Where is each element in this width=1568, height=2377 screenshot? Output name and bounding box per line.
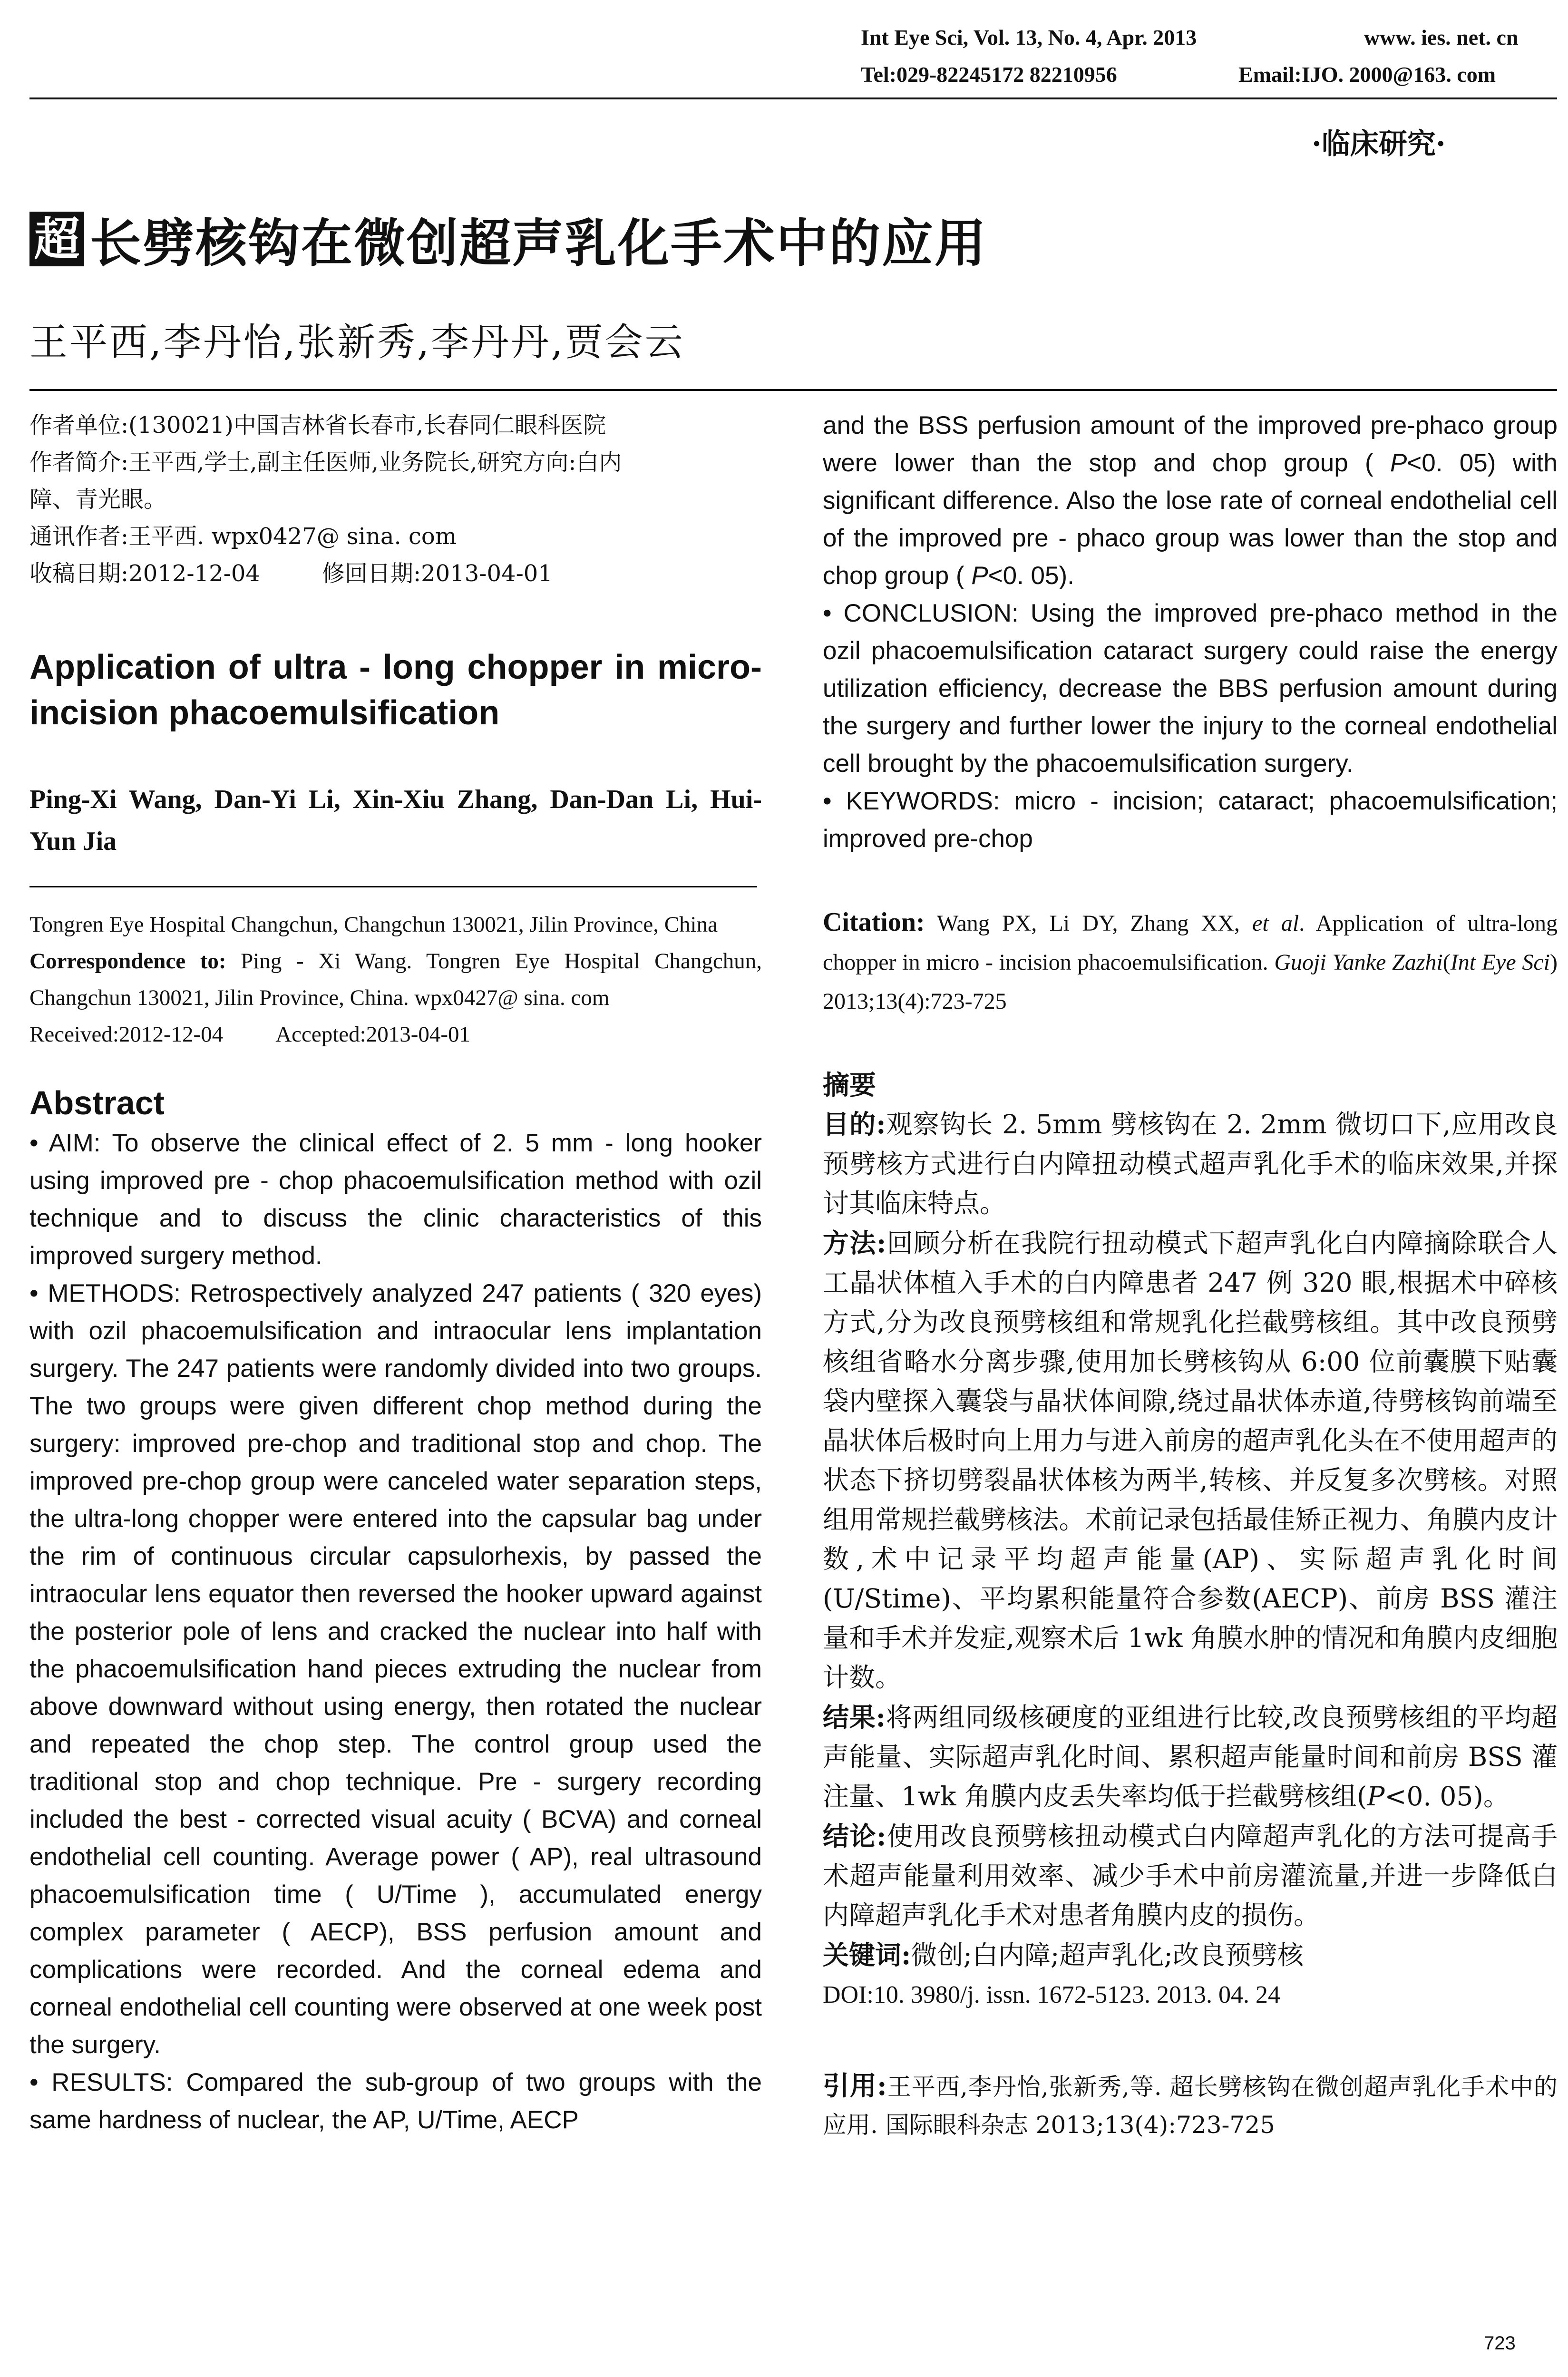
methods-text: Retrospectively analyzed 247 patients ( 320 eyes) with ozil phacoemulsification and intraocular lens implantation surgery. The 247 patients were randomly divided into two groups. The two groups were given different chop method during the surgery: improved pre-chop and traditional stop and chop. The improved pre-chop group were canceled water separation steps, the ultra-long chopper were entered into the capsular bag under the rim of continuous circular capsulorhexis, by passed the intraocular lens equator then reversed the hooker upward against the posterior pole of lens and cracked the nuclear into half with the phacoemulsification hand pieces extruding the nuclear from above downward without using energy, then rotated the nuclear and repeated the chop step. The control group used the traditional stop and chop technique. Pre - surgery recording included the best - corrected visual acuity ( BCVA) and corneal endothelial cell counting. Average power ( AP), real ultrasound phacoemulsification time ( U/Time ), accumulated energy complex parameter ( AECP), BSS perfusion amount and complications were recorded. And the corneal edema and corneal endothelial cell counting were observed at one week post the surgery. (29, 1279, 762, 2059)
cn-results-text-a: 将两组同级核硬度的亚组进行比较,改良预劈核组的平均超声能量、实际超声乳化时间、累积超声能量时间和前房 BSS 灌注量、1wk 角膜内皮丢失率均低于拦截劈核组( (823, 1702, 1558, 1812)
title-rule (29, 389, 1557, 391)
author-info-cn (29, 407, 762, 592)
citation-text-c: ) 2013;13(4):723-725 (823, 950, 1558, 1014)
citation-label: Citation: (823, 907, 925, 937)
received-cn: 收稿日期:2012-12-04 (29, 560, 260, 587)
citation-journal: Guoji Yanke Zazhi (1274, 950, 1443, 975)
keywords-label: • KEYWORDS: (823, 787, 1014, 815)
cn-citation-text: 王平西,李丹怡,张新秀,等. 超长劈核钩在微创超声乳化手术中的应用. 国际眼科杂志 2013;13(4):723-725 (823, 2073, 1558, 2139)
cn-abstract-heading: 摘要 (823, 1070, 876, 1101)
citation-text-b: . Application of ultra-long chopper in micro - incision phacoemulsification. (823, 911, 1558, 975)
correspondence-text: Ping - Xi Wang. Tongren Eye Hospital Changchun, Changchun 130021, Jilin Province, China. wpx0427@ sina. com (29, 949, 762, 1010)
cn-keywords-label: 关键词: (823, 1939, 911, 1970)
left-column (29, 407, 762, 2139)
abstract-results-start (29, 2064, 762, 2139)
results-text-start: Compared the sub-group of two groups with the same hardness of nuclear, the AP, U/Time, AECP (29, 2068, 762, 2134)
cn-methods-text: 回顾分析在我院行扭动模式下超声乳化白内障摘除联合人工晶状体植入手术的白内障患者 247 例 320 眼,根据术中碎核方式,分为改良预劈核组和常规乳化拦截劈核组。其中改良预劈核组省略水分离步骤,使用加长劈核钩从 6:00 位前囊膜下贴囊袋内壁探入囊袋与晶状体间隙,绕过晶状体赤道,待劈核钩前端至晶状体后极时向上用力与进入前房的超声乳化头在不使用超声的状态下挤切劈裂晶状体核为两半,转核、并反复多次劈核。对照组用常规拦截劈核法。术前记录包括最佳矫正视力、角膜内皮计数,术中记录平均超声能量(AP)、实际超声乳化时间(U/Stime)、平均累积能量符合参数(AECP)、前房 BSS 灌注量和手术并发症,观察术后 1wk 角膜水肿的情况和角膜内皮细胞计数。 (823, 1228, 1558, 1693)
journal-email: Email:IJO. 2000@163. com (1238, 62, 1496, 87)
english-dates (29, 1016, 762, 1053)
aim-text: To observe the clinical effect of 2. 5 mm - long hooker using improved pre - chop phacoemulsification method with ozil technique and to discuss the clinic characteristics of this improved surgery method. (29, 1129, 762, 1270)
cn-abstract-conclusion (823, 1816, 1558, 1935)
english-authors: Ping-Xi Wang, Dan-Yi Li, Xin-Xiu Zhang, Dan-Dan Li, Hui-Yun Jia (29, 785, 762, 856)
citation-journal-abbr: Int Eye Sci (1450, 950, 1550, 975)
corresponding-author-cn: 通讯作者:王平西. wpx0427@ sina. com (29, 523, 457, 550)
header-rule (29, 97, 1557, 99)
results-text-c: <0. 05). (988, 562, 1074, 590)
journal-website: www. ies. net. cn (1364, 25, 1519, 49)
cn-abstract-keywords (823, 1935, 1558, 1975)
aim-label: • AIM: (29, 1129, 112, 1157)
citation (823, 903, 1558, 1021)
cn-abstract-results (823, 1697, 1558, 1816)
cn-results-label: 结果: (823, 1702, 886, 1733)
correspondence-label: Correspondence to: (29, 949, 226, 974)
results-p-value-1: P (1390, 449, 1407, 477)
page-number: 723 (1484, 2333, 1516, 2354)
title-badge: 超 (29, 212, 84, 266)
methods-label: • METHODS: (29, 1279, 190, 1307)
citation-paren-open: ( (1442, 950, 1451, 975)
keywords-text: micro - incision; cataract; phacoemulsification; improved pre-chop (823, 787, 1558, 853)
results-text-b: <0. 05) with significant difference. Also the lose rate of corneal endothelial cell of the improved pre - phaco group was lower than the stop and chop group ( (823, 449, 1558, 590)
results-text-cont: and the BSS perfusion amount of the improved pre-phaco group were lower than the stop and chop group ( (823, 411, 1558, 477)
cn-aim-text: 观察钩长 2. 5mm 劈核钩在 2. 2mm 微切口下,应用改良预劈核方式进行白内障扭动模式超声乳化手术的临床效果,并探讨其临床特点。 (823, 1109, 1558, 1218)
cn-abstract-methods (823, 1223, 1558, 1697)
cn-conclusion-text: 使用改良预劈核扭动模式白内障超声乳化的方法可提高手术超声能量利用效率、减少手术中前房灌流量,并进一步降低白内障超声乳化手术对患者角膜内皮的损伤。 (823, 1821, 1558, 1930)
cn-results-p-value: P (1367, 1781, 1385, 1812)
dates-cn (29, 555, 762, 592)
abstract-conclusion (823, 594, 1558, 782)
conclusion-label: • CONCLUSION: (823, 599, 1031, 627)
authors-cn: 王平西,李丹怡,张新秀,李丹丹,贾会云 (29, 320, 685, 364)
abstract-heading: Abstract (29, 1084, 165, 1121)
cn-citation (823, 2067, 1558, 2144)
abstract-keywords (823, 782, 1558, 857)
title-text: 长劈核钩在微创超声乳化手术中的应用 (90, 214, 988, 273)
cn-citation-label: 引用: (823, 2070, 887, 2102)
author-unit: 作者单位:(130021)中国吉林省长春市,长春同仁眼科医院 (29, 412, 606, 438)
author-rule (29, 886, 757, 887)
author-bio-line2: 障、青光眼。 (29, 486, 167, 513)
abstract-methods (29, 1275, 762, 2064)
right-column (823, 407, 1558, 2144)
journal-info: Int Eye Sci, Vol. 13, No. 4, Apr. 2013 (861, 25, 1197, 49)
page-title (29, 202, 987, 276)
results-p-value-2: P (971, 562, 988, 590)
english-affiliation: Tongren Eye Hospital Changchun, Changchun 130021, Jilin Province, China (29, 912, 718, 937)
doi: DOI:10. 3980/j. issn. 1672-5123. 2013. 04. 24 (823, 1981, 1280, 2008)
english-accepted: Accepted:2013-04-01 (275, 1022, 471, 1047)
abstract-results-cont (823, 407, 1558, 594)
cn-aim-label: 目的: (823, 1109, 886, 1140)
english-correspondence (29, 943, 762, 1016)
cn-conclusion-label: 结论: (823, 1821, 886, 1851)
abstract-aim (29, 1124, 762, 1275)
english-title: Application of ultra - long chopper in micro-incision phacoemulsification (29, 648, 762, 732)
journal-tel: Tel:029-82245172 82210956 (861, 62, 1117, 87)
citation-text-a: Wang PX, Li DY, Zhang XX, (925, 911, 1253, 936)
cn-keywords-text: 微创;白内障;超声乳化;改良预劈核 (911, 1940, 1304, 1970)
english-received: Received:2012-12-04 (29, 1022, 224, 1047)
cn-results-text-b: <0. 05)。 (1384, 1781, 1510, 1812)
revised-cn: 修回日期:2013-04-01 (321, 560, 553, 587)
citation-etal: et al (1252, 911, 1299, 936)
conclusion-text: Using the improved pre-phaco method in the ozil phacoemulsification cataract surgery could raise the energy utilization efficiency, decrease the BBS perfusion amount during the surgery and further lower the injury to the corneal endothelial cell brought by the phacoemulsification surgery. (823, 599, 1558, 778)
section-label: ·临床研究· (1312, 127, 1446, 161)
results-label: • RESULTS: (29, 2068, 186, 2096)
author-bio-line1: 作者简介:王平西,学士,副主任医师,业务院长,研究方向:白内 (29, 449, 622, 476)
cn-abstract-aim (823, 1104, 1558, 1223)
cn-methods-label: 方法: (823, 1227, 886, 1258)
